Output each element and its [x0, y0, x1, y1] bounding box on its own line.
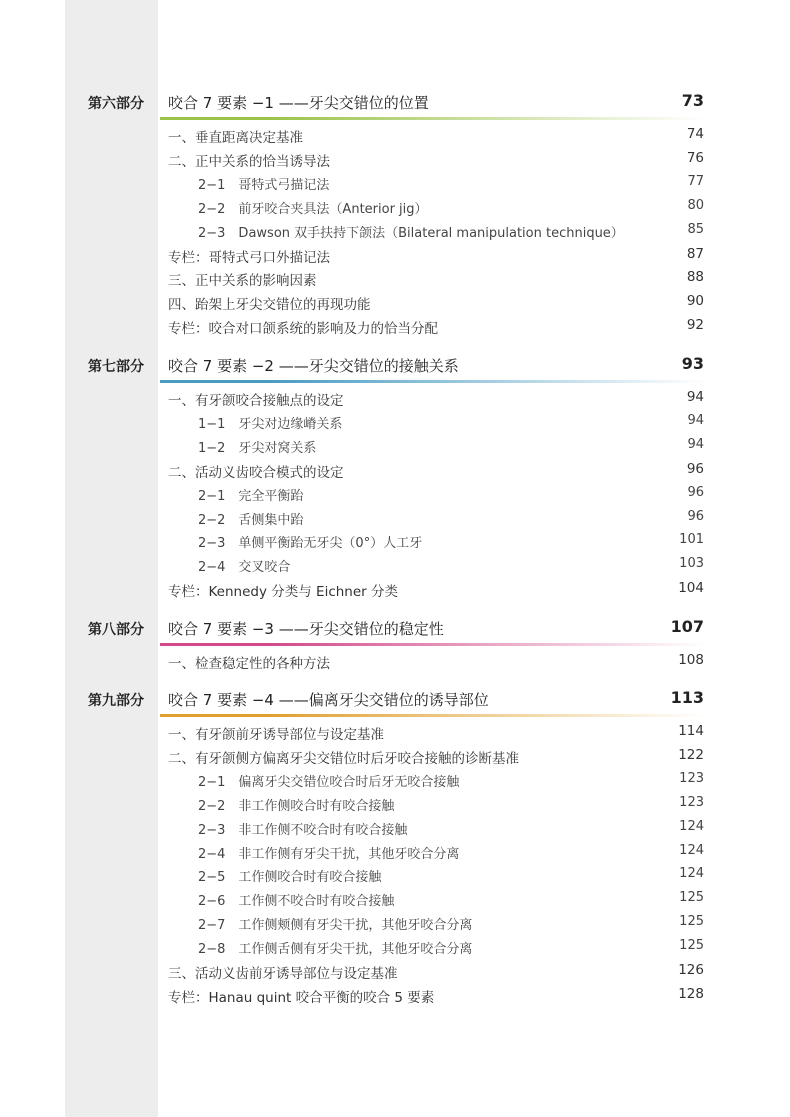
- entry-title: 一、有牙颌咬合接触点的设定: [168, 393, 344, 409]
- entry-title: 2−3 非工作侧不咬合时有咬合接触: [198, 822, 408, 838]
- entry-title: 二、活动义齿咬合模式的设定: [168, 464, 344, 481]
- entry-title: 2−5 工作侧咬合时有咬合接触: [198, 870, 382, 886]
- toc-entry[interactable]: [0, 293, 790, 315]
- entry-page-number: 104: [678, 580, 704, 597]
- part-label: 第七部分: [88, 359, 144, 375]
- part-page-number: 93: [681, 354, 704, 373]
- toc-entry[interactable]: [0, 389, 790, 411]
- entry-title: 2−6 工作侧不咬合时有咬合接触: [198, 894, 395, 910]
- entry-title: 三、活动义齿前牙诱导部位与设定基准: [168, 966, 398, 982]
- entry-title: 专栏：哥特式弓口外描记法: [168, 249, 330, 266]
- entry-title: 2−7 工作侧颊侧有牙尖干扰，其他牙咬合分离: [198, 918, 473, 934]
- entry-page-number: 124: [679, 818, 704, 834]
- entry-title: 2−4 交叉咬合: [198, 560, 291, 576]
- entry-page-number: 74: [686, 126, 704, 142]
- entry-title: 2−1 哥特式弓描记法: [198, 177, 330, 193]
- entry-title: 2−2 非工作侧咬合时有咬合接触: [198, 798, 395, 814]
- entry-page-number: 77: [687, 173, 704, 189]
- entry-title: 专栏：咬合对口颌系统的影响及力的恰当分配: [168, 321, 438, 338]
- toc-subentry[interactable]: [0, 198, 790, 220]
- part-header[interactable]: [0, 617, 790, 647]
- part-title: 咬合 7 要素 −4 ——偏离牙尖交错位的诱导部位: [168, 691, 489, 709]
- toc-entry[interactable]: [0, 126, 790, 148]
- entry-page-number: 128: [678, 985, 704, 1002]
- entry-page-number: 76: [686, 149, 704, 166]
- toc-entry[interactable]: [0, 986, 790, 1008]
- entry-page-number: 122: [678, 746, 704, 763]
- toc-entry[interactable]: [0, 580, 790, 602]
- toc-entry[interactable]: [0, 962, 790, 984]
- part-header[interactable]: [0, 354, 790, 384]
- entry-title: 专栏：Kennedy 分类与 Eichner 分类: [168, 584, 399, 601]
- toc-subentry[interactable]: [0, 890, 790, 912]
- toc-subentry[interactable]: [0, 795, 790, 817]
- entry-page-number: 101: [679, 532, 704, 548]
- part-header[interactable]: [0, 688, 790, 718]
- entry-page-number: 80: [687, 197, 704, 213]
- entry-page-number: 126: [678, 962, 704, 978]
- entry-title: 2−2 前牙咬合夹具法（Anterior jig）: [198, 201, 428, 217]
- part-page-number: 73: [681, 91, 704, 110]
- entry-page-number: 94: [687, 436, 704, 452]
- part-title: 咬合 7 要素 −2 ——牙尖交错位的接触关系: [168, 357, 459, 375]
- toc-entry[interactable]: [0, 747, 790, 769]
- part-page-number: 113: [670, 688, 704, 707]
- toc-subentry[interactable]: [0, 222, 790, 244]
- part-header[interactable]: [0, 91, 790, 121]
- entry-page-number: 96: [686, 460, 704, 477]
- toc-subentry[interactable]: [0, 485, 790, 507]
- entry-title: 三、正中关系的影响因素: [168, 273, 317, 290]
- toc-subentry[interactable]: [0, 556, 790, 578]
- entry-title: 1−2 牙尖对窝关系: [198, 440, 317, 456]
- part-accent-rule: [160, 117, 706, 120]
- toc-subentry[interactable]: [0, 914, 790, 936]
- entry-page-number: 94: [687, 412, 704, 428]
- toc-subentry[interactable]: [0, 843, 790, 865]
- entry-title: 2−3 Dawson 双手扶持下颌法（Bilateral manipulation technique）: [198, 225, 624, 241]
- entry-page-number: 125: [679, 938, 704, 954]
- toc-entry[interactable]: [0, 246, 790, 268]
- part-label: 第九部分: [88, 693, 144, 709]
- entry-page-number: 123: [679, 794, 704, 810]
- entry-title: 2−2 舌侧集中跆: [198, 512, 304, 528]
- entry-title: 2−1 偏离牙尖交错位咬合时后牙无咬合接触: [198, 774, 460, 790]
- part-accent-rule: [160, 380, 706, 383]
- entry-title: 一、有牙颌前牙诱导部位与设定基准: [168, 727, 384, 743]
- entry-title: 二、有牙颌侧方偏离牙尖交错位时后牙咬合接触的诊断基准: [168, 750, 519, 767]
- entry-page-number: 103: [679, 556, 704, 572]
- toc-subentry[interactable]: [0, 771, 790, 793]
- entry-title: 一、检查稳定性的各种方法: [168, 656, 330, 672]
- entry-page-number: 123: [679, 770, 704, 786]
- toc-subentry[interactable]: [0, 174, 790, 196]
- entry-page-number: 114: [678, 723, 704, 739]
- part-title: 咬合 7 要素 −1 ——牙尖交错位的位置: [168, 94, 429, 112]
- entry-page-number: 94: [686, 389, 704, 405]
- part-accent-rule: [160, 643, 706, 646]
- toc-subentry[interactable]: [0, 532, 790, 554]
- toc-entry[interactable]: [0, 461, 790, 483]
- part-page-number: 107: [670, 617, 704, 636]
- toc-entry[interactable]: [0, 723, 790, 745]
- toc-subentry[interactable]: [0, 509, 790, 531]
- part-label: 第八部分: [88, 622, 144, 638]
- toc-entry[interactable]: [0, 150, 790, 172]
- entry-title: 专栏：Hanau quint 咬合平衡的咬合 5 要素: [168, 989, 435, 1006]
- entry-page-number: 125: [679, 914, 704, 930]
- entry-page-number: 125: [679, 890, 704, 906]
- entry-title: 1−1 牙尖对边缘嵴关系: [198, 416, 343, 432]
- toc-entry[interactable]: [0, 269, 790, 291]
- entry-page-number: 96: [687, 508, 704, 524]
- entry-page-number: 90: [686, 293, 704, 310]
- entry-page-number: 87: [686, 245, 704, 262]
- entry-page-number: 85: [687, 221, 704, 237]
- entry-page-number: 108: [678, 652, 704, 668]
- part-label: 第六部分: [88, 96, 144, 112]
- entry-title: 四、跆架上牙尖交错位的再现功能: [168, 297, 371, 314]
- entry-title: 2−8 工作侧舌侧有牙尖干扰，其他牙咬合分离: [198, 942, 473, 958]
- entry-title: 一、垂直距离决定基准: [168, 130, 303, 146]
- toc-subentry[interactable]: [0, 938, 790, 960]
- entry-page-number: 124: [679, 842, 704, 858]
- toc-entry[interactable]: [0, 317, 790, 339]
- entry-title: 2−3 单侧平衡跆无牙尖（0°）人工牙: [198, 536, 423, 552]
- entry-title: 2−1 完全平衡跆: [198, 488, 304, 504]
- toc-subentry[interactable]: [0, 866, 790, 888]
- toc-subentry[interactable]: [0, 437, 790, 459]
- entry-title: 2−4 非工作侧有牙尖干扰，其他牙咬合分离: [198, 846, 460, 862]
- entry-page-number: 92: [686, 317, 704, 334]
- part-title: 咬合 7 要素 −3 ——牙尖交错位的稳定性: [168, 620, 444, 638]
- entry-page-number: 88: [686, 269, 704, 286]
- part-accent-rule: [160, 714, 706, 717]
- entry-page-number: 96: [687, 484, 704, 500]
- entry-page-number: 124: [679, 866, 704, 882]
- entry-title: 二、正中关系的恰当诱导法: [168, 153, 330, 170]
- toc-subentry[interactable]: [0, 413, 790, 435]
- toc-subentry[interactable]: [0, 819, 790, 841]
- toc-entry[interactable]: [0, 652, 790, 674]
